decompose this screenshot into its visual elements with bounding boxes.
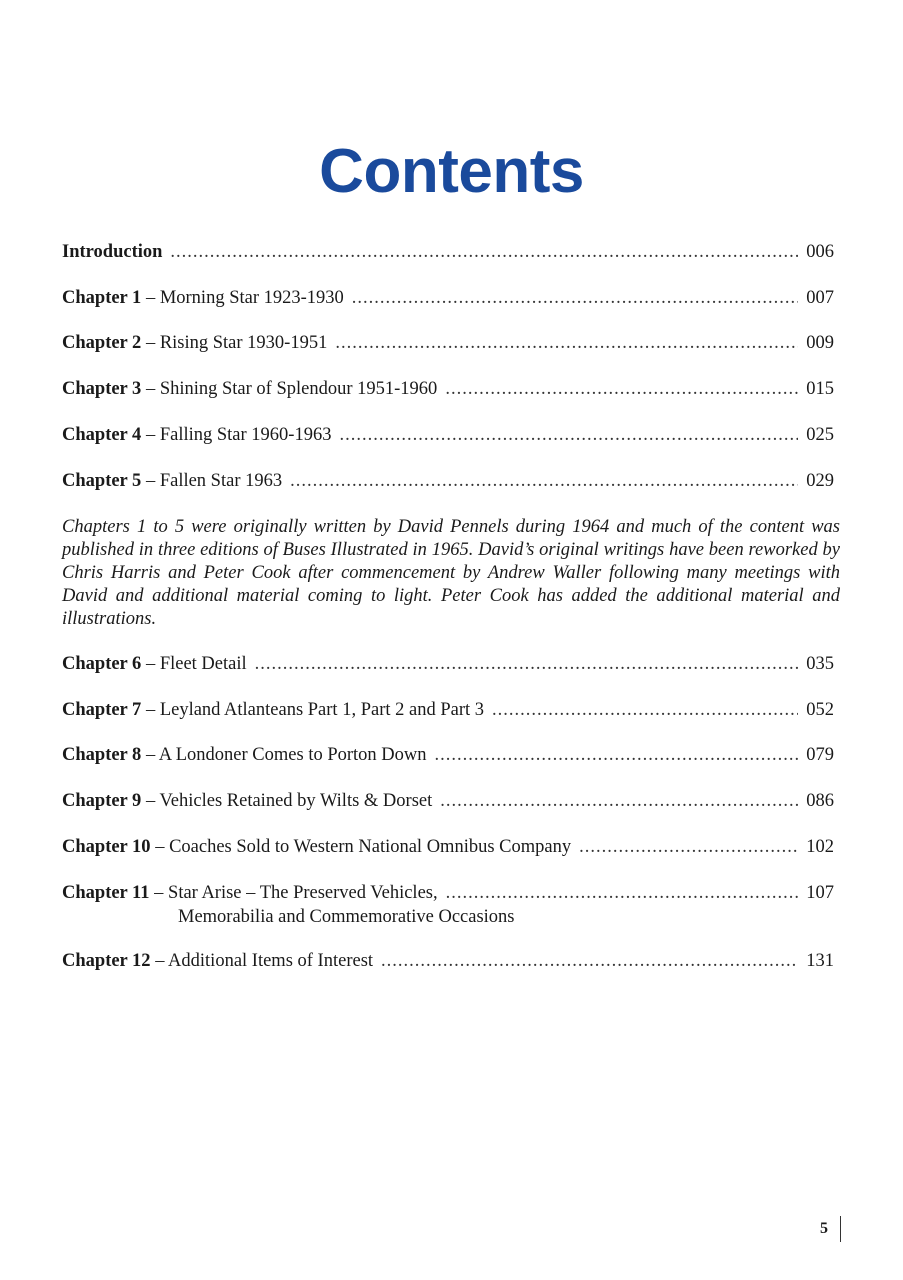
toc-title: – Falling Star 1960-1963 xyxy=(145,425,332,445)
toc-title: – Vehicles Retained by Wilts & Dorset xyxy=(145,791,433,811)
page-title: Contents xyxy=(319,137,584,206)
toc-leader xyxy=(290,469,798,493)
toc-title: – Fleet Detail xyxy=(145,654,247,674)
toc-leader xyxy=(440,789,798,813)
toc-leader xyxy=(492,698,798,722)
toc-leader xyxy=(255,652,799,676)
toc-title: – Fallen Star 1963 xyxy=(145,471,283,491)
toc-title: – Leyland Atlanteans Part 1, Part 2 and Part 3 xyxy=(145,700,485,720)
toc-title: – Coaches Sold to Western National Omnibus Company xyxy=(155,837,572,857)
toc-page-number: 015 xyxy=(806,379,834,399)
toc-title: – Morning Star 1923-1930 xyxy=(145,288,344,308)
toc-label: Introduction xyxy=(62,242,163,262)
toc-subtitle: Memorabilia and Commemorative Occasions xyxy=(178,907,515,927)
toc-page-number: 086 xyxy=(806,791,834,811)
toc-entry-chapter-2 xyxy=(62,331,834,355)
toc-page-number: 029 xyxy=(806,471,834,491)
toc-page-number: 131 xyxy=(806,951,834,971)
toc-label: Chapter 8 xyxy=(62,745,142,765)
toc-page-number: 025 xyxy=(806,425,834,445)
toc-page-number: 079 xyxy=(806,745,834,765)
toc-leader xyxy=(435,743,799,767)
toc-label: Chapter 10 xyxy=(62,837,151,857)
toc-entry-chapter-7 xyxy=(62,698,834,722)
toc-label: Chapter 4 xyxy=(62,425,142,445)
toc-leader xyxy=(339,423,798,447)
toc-label: Chapter 3 xyxy=(62,379,142,399)
toc-leader xyxy=(335,331,798,355)
toc-label: Chapter 5 xyxy=(62,471,142,491)
toc-label: Chapter 12 xyxy=(62,951,151,971)
toc-entry-chapter-12 xyxy=(62,949,834,973)
toc-entry-chapter-1 xyxy=(62,286,834,310)
toc-page-number: 006 xyxy=(806,242,834,262)
toc-page-number: 102 xyxy=(806,837,834,857)
toc-entry-chapter-9 xyxy=(62,789,834,813)
toc-entry-chapter-4 xyxy=(62,423,834,447)
toc-page-number: 007 xyxy=(806,288,834,308)
toc-page-number: 107 xyxy=(806,883,834,903)
toc-label: Chapter 2 xyxy=(62,333,142,353)
toc-page-number: 009 xyxy=(806,333,834,353)
toc-leader xyxy=(446,881,799,905)
toc-title: – Star Arise – The Preserved Vehicles, xyxy=(154,883,438,903)
toc-entry-chapter-11 xyxy=(62,881,834,929)
authorship-note: Chapters 1 to 5 were originally written by David Pennels during 1964 and much of the content was published in three editions of Buses Illustrated in 1965. David’s original writings have been reworked by Chris Harris and Peter Cook after commencement by Andrew Waller following many meetings with David and additional material coming to light. Peter Cook has added the additional material and illustrations. xyxy=(62,517,840,629)
toc-page-number: 035 xyxy=(806,654,834,674)
toc-leader xyxy=(170,240,798,264)
toc-title: – Rising Star 1930-1951 xyxy=(145,333,328,353)
toc-entry-introduction xyxy=(62,240,834,264)
toc-label: Chapter 9 xyxy=(62,791,142,811)
toc-entry-chapter-10 xyxy=(62,835,834,859)
toc-entry-chapter-6 xyxy=(62,652,834,676)
toc-page-number: 052 xyxy=(806,700,834,720)
page-number: 5 xyxy=(820,1216,841,1242)
toc-leader xyxy=(381,949,798,973)
toc-entry-chapter-8 xyxy=(62,743,834,767)
toc-leader xyxy=(579,835,798,859)
toc-leader xyxy=(445,377,798,401)
toc-title: – Shining Star of Splendour 1951-1960 xyxy=(145,379,438,399)
toc-title: – Additional Items of Interest xyxy=(155,951,374,971)
toc-entry-chapter-3 xyxy=(62,377,834,401)
toc-label: Chapter 11 xyxy=(62,883,150,903)
toc-label: Chapter 1 xyxy=(62,288,142,308)
toc-leader xyxy=(352,286,798,310)
toc-title: – A Londoner Comes to Porton Down xyxy=(145,745,427,765)
toc-entry-chapter-5 xyxy=(62,469,834,493)
toc-label: Chapter 7 xyxy=(62,700,142,720)
toc-label: Chapter 6 xyxy=(62,654,142,674)
